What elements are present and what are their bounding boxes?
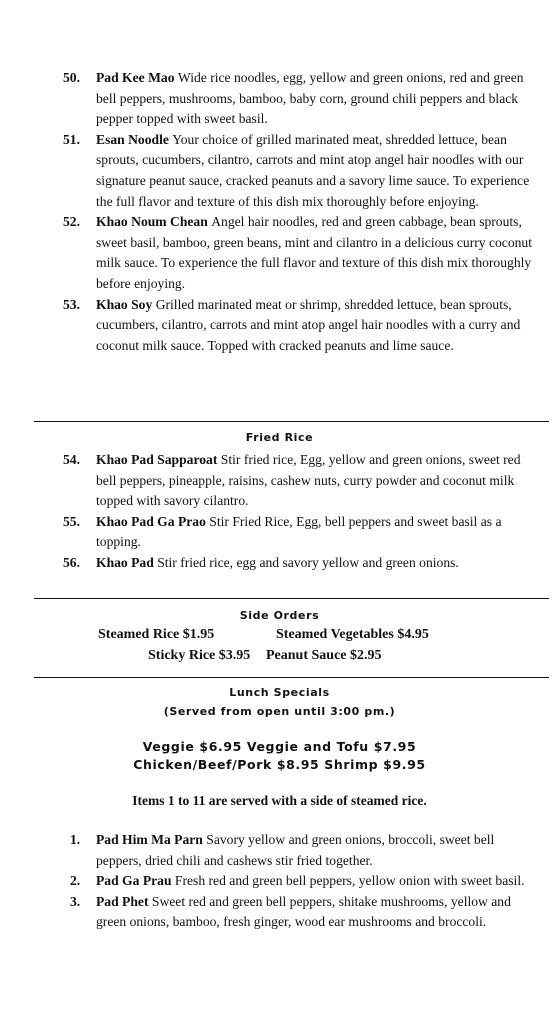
item-name: Pad Him Ma Parn bbox=[96, 832, 207, 847]
item-number: 54. bbox=[63, 452, 80, 467]
item-description: Sweet red and green bell peppers, shitake mushrooms, yellow and green onions, bamboo, fresh ginger, wood ear mushrooms and broccoli. bbox=[96, 893, 511, 930]
section-heading-fried-rice: Fried Rice bbox=[245, 431, 314, 444]
item-name: Pad Ga Prau bbox=[96, 873, 175, 889]
item-number: 50. bbox=[63, 70, 80, 85]
lunch-list bbox=[0, 830, 559, 933]
menu-item bbox=[0, 512, 559, 553]
item-name: Khao Pad Ga Prao bbox=[96, 513, 210, 529]
item-number: 3. bbox=[70, 893, 81, 909]
item-name: Khao Soy bbox=[96, 296, 156, 312]
item-description: Stir Fried Rice, Egg, bell peppers and sweet basil as a topping. bbox=[96, 513, 502, 550]
item-name: Pad Kee Mao bbox=[96, 70, 178, 85]
side-steamed-rice: Steamed Rice $1.95 bbox=[98, 627, 215, 642]
side-sticky-rice: Sticky Rice $3.95 bbox=[148, 648, 251, 663]
fried-rice-list bbox=[0, 450, 559, 574]
section-heading-lunch-specials: Lunch Specials bbox=[229, 686, 330, 699]
section-heading-side-orders: Side Orders bbox=[239, 609, 320, 622]
item-description: Angel hair noodles, red and green cabbage, bean sprouts, sweet basil, bamboo, green beans, mint and cilantro in a delicious curry coconut milk sauce. To experience the full flavor and texture of this dish mix thoroughly before enjoying. bbox=[96, 214, 533, 291]
item-description: Fresh red and green bell peppers, yellow onion with sweet basil. bbox=[174, 873, 525, 889]
item-description: Stir fried rice, egg and savory yellow and green onions. bbox=[157, 554, 459, 570]
menu-item bbox=[0, 130, 559, 212]
item-number: 56. bbox=[63, 554, 80, 570]
side-steamed-vegetables: Steamed Vegetables $4.95 bbox=[276, 627, 429, 642]
item-name: Khao Noum Chean bbox=[96, 214, 212, 230]
noodle-list bbox=[0, 68, 559, 356]
lunch-price-line-1: Veggie $6.95 Veggie and Tofu $7.95 bbox=[142, 739, 417, 754]
menu-item bbox=[0, 553, 559, 574]
item-name: Khao Pad Sapparoat bbox=[96, 452, 221, 467]
item-number: 2. bbox=[70, 873, 81, 889]
item-name: Esan Noodle bbox=[96, 131, 173, 147]
section-divider bbox=[34, 598, 549, 599]
item-number: 51. bbox=[63, 131, 80, 147]
menu-item bbox=[0, 68, 559, 130]
side-peanut-sauce: Peanut Sauce $2.95 bbox=[266, 648, 382, 663]
lunch-hours: (Served from open until 3:00 pm.) bbox=[163, 705, 396, 718]
section-divider bbox=[34, 421, 549, 422]
item-name: Khao Pad bbox=[96, 554, 158, 570]
item-number: 52. bbox=[63, 214, 80, 230]
item-description: Grilled marinated meat or shrimp, shredded lettuce, bean sprouts, cucumbers, cilantro, carrots and mint atop angel hair noodles with a curry and coconut milk sauce. Topped with cracked peanuts and lime sauce. bbox=[96, 296, 521, 353]
item-description: Your choice of grilled marinated meat, shredded lettuce, bean sprouts, cucumbers, cilantro, carrots and mint atop angel hair noodles with our signature peanut sauce, cracked peanuts and a savory lime sauce. To experience the full flavor and texture of this dish mix thoroughly before enjoying. bbox=[96, 131, 530, 209]
menu-item bbox=[0, 892, 559, 933]
lunch-price-line-2: Chicken/Beef/Pork $8.95 Shrimp $9.95 bbox=[133, 757, 426, 772]
section-divider bbox=[34, 677, 549, 678]
menu-item bbox=[0, 295, 559, 357]
item-description: Wide rice noodles, egg, yellow and green onions, red and green bell peppers, mushrooms, bamboo, baby corn, ground chili peppers and black pepper topped with sweet basil. bbox=[96, 70, 524, 127]
item-number: 53. bbox=[63, 296, 80, 312]
item-name: Pad Phet bbox=[96, 893, 152, 909]
item-description: Savory yellow and green onions, broccoli, sweet bell peppers, dried chili and cashews stir fried together. bbox=[96, 832, 495, 868]
item-number: 55. bbox=[63, 513, 80, 529]
item-number: 1. bbox=[70, 832, 81, 847]
menu-item bbox=[0, 871, 559, 892]
lunch-note: Items 1 to 11 are served with a side of steamed rice. bbox=[132, 793, 427, 808]
item-description: Stir fried rice, Egg, yellow and green onions, sweet red bell peppers, pineapple, raisins, cashew nuts, curry powder and coconut milk topped with savory cilantro. bbox=[96, 452, 521, 509]
menu-item bbox=[0, 830, 559, 871]
menu-item bbox=[0, 450, 559, 512]
menu-item bbox=[0, 212, 559, 294]
